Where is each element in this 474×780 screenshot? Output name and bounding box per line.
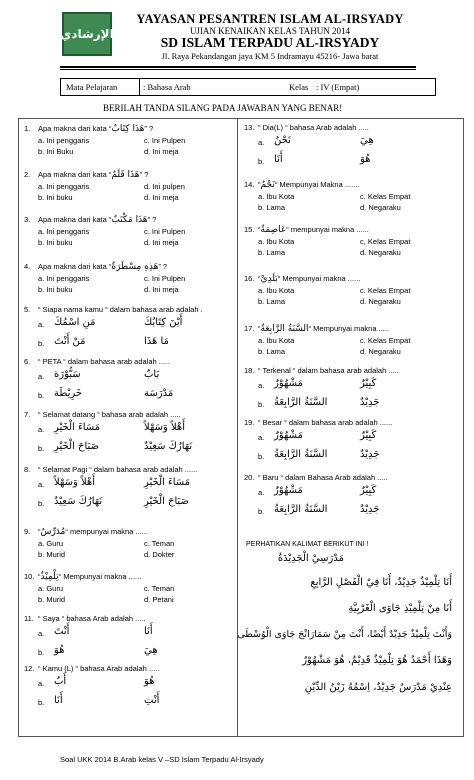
question-text [24, 357, 169, 366]
option-b: هُوَ [54, 645, 65, 656]
option-a: a. Guru [38, 539, 64, 548]
question-tail: “ Mempunyai makna ...... [277, 274, 361, 283]
question-tail: ” ? [158, 262, 168, 271]
question-arabic-word: تِلْمِيْذٌ [40, 572, 59, 582]
option-c: أَيْنَ كِتَابُكَ [144, 317, 183, 328]
option-b: b. Murid [38, 595, 66, 604]
question-number: 5. [24, 305, 31, 314]
question-number: 14. [244, 180, 255, 189]
option-d: صَبَاحَ الْخَيْرِ [144, 496, 190, 507]
question-arabic-word: هَذِهِ مِسْطَرَةٌ [111, 262, 159, 272]
option-c: كَبِيْرٌ [360, 430, 377, 441]
option-b: b. Murid [38, 550, 66, 559]
question-prompt: “ Terkenal “ dalam bahasa arab adalah ..... [258, 366, 399, 375]
option-b-label: b. [38, 499, 45, 508]
option-b: السَّنَةُ الرَّابِعَةُ [274, 504, 328, 515]
question-text [24, 664, 159, 673]
option-b-label: b. [38, 339, 45, 348]
option-c: c, Kelas Empat [360, 237, 411, 246]
question-number: 13. [244, 123, 255, 132]
question-arabic-word: هَذَا كِتَابٌ [111, 124, 145, 134]
question-number: 7. [24, 410, 31, 419]
option-a: a. Guru [38, 584, 64, 593]
question-prompt: “ Selamat Pagi “ dalam bahasa arab adalah ...... [38, 465, 198, 474]
subject-info-box [60, 78, 436, 96]
question-prompt: “ Kamu (L) “ bahasa Arab adalah ..... [38, 664, 160, 673]
question-text [244, 225, 369, 235]
question-prompt: “ PETA “ dalam bahasa arab adalah ..... [38, 357, 170, 366]
option-a: مَشْهُوْرٌ [274, 430, 303, 441]
option-d: نَهَارُكَ سَعِيْدٌ [144, 441, 193, 452]
subject-label: Mata Pelajaran [66, 82, 118, 92]
question-tail: “ Mempunyai makna ...... [58, 572, 142, 581]
question-tail: ” ? [139, 170, 149, 179]
option-a: نَحْنُ [274, 135, 291, 146]
option-a: سَبُّوْرَة [54, 369, 81, 380]
question-text [24, 215, 156, 225]
column-separator [237, 118, 238, 737]
option-a-label: a. [38, 320, 45, 329]
question-arabic-word: عَاصِمَةٌ [260, 225, 287, 235]
option-b: b. Ini Buku [38, 147, 74, 156]
question-text [24, 572, 141, 582]
option-b: b. Lama [258, 347, 286, 356]
option-d: جَدِيْدٌ [360, 449, 380, 460]
option-d: d. Negaraku [360, 347, 401, 356]
option-c: c. Kelas Empat [360, 286, 411, 295]
question-number: 11. [24, 614, 34, 623]
option-b-label: b. [38, 648, 45, 657]
question-text [244, 418, 392, 427]
school-address: Jl. Raya Pekandangan jaya KM 5 Indramayu 45216- Jawa barat [161, 51, 379, 61]
question-number: 2. [24, 170, 31, 179]
question-prompt: “ [38, 572, 41, 581]
exam-title: UJIAN KENAIKAN KELAS TAHUN 2014 [189, 26, 351, 36]
question-tail: ” ? [147, 215, 157, 224]
option-c: c. Teman [144, 584, 175, 593]
option-a-label: a. [38, 480, 45, 489]
question-number: 6. [24, 357, 31, 366]
logo-text: الإرشادي [60, 27, 114, 41]
passage-line: وَهَذَا أَحْمَدُ هُوَ تِلْمِيْذٌ قَدِيْمٌ، هُوَ مَشْهُوْرٌ [302, 655, 452, 666]
option-a: مَسَاءَ الْخَيْرِ [54, 422, 101, 433]
question-arabic-word: بَلَدِيْ [260, 274, 278, 284]
question-prompt: “ Saya “ bahasa Arab adalah ..... [38, 614, 146, 623]
question-number: 17. [244, 324, 255, 333]
header-rule-thin [60, 69, 416, 70]
passage-line: أَنَا مِنْ تِلْمِيْذِ جَاوَى الْغَرْبِيَّةِ [348, 603, 452, 614]
question-number: 3. [24, 215, 31, 224]
question-prompt: Apa makna dari kata “ [38, 124, 112, 133]
option-c: c. Ini Pulpen [144, 136, 186, 145]
question-prompt: “ [258, 324, 261, 333]
question-text [244, 324, 389, 334]
question-text [244, 366, 399, 375]
question-arabic-word: هَذَا قَلَمٌ [111, 170, 140, 180]
option-b: أَنَا [54, 695, 63, 706]
option-b: نَهَارُكَ سَعِيْدٌ [54, 496, 103, 507]
question-number: 18. [244, 366, 255, 375]
header-rule [60, 66, 416, 68]
question-number: 8. [24, 465, 31, 474]
option-a-label: a. [38, 372, 45, 381]
instruction-text: BERILAH TANDA SILANG PADA JAWABAN YANG BENAR! [103, 103, 343, 113]
question-arabic-word: هَذَا مَكْتَبٌ [111, 215, 148, 225]
question-text [24, 305, 203, 314]
option-a-label: a. [258, 488, 265, 497]
option-c: c. Ini Pulpen [144, 274, 186, 283]
option-b-label: b. [258, 157, 265, 166]
question-text [24, 527, 148, 537]
question-number: 20. [244, 473, 255, 482]
option-c: هُوَ [144, 676, 155, 687]
question-prompt: “ Baru “ dalam Bahasa Arab adalah ..... [258, 473, 388, 482]
option-d: d. Dokter [144, 550, 175, 559]
school-logo [62, 12, 112, 56]
option-d: هُوَ [360, 154, 371, 165]
question-arabic-word: مُدَرِّسٌ [40, 527, 66, 537]
option-b: خَرِيْطَة [54, 388, 83, 399]
option-b: السَّنَةُ الرَّابِعَةُ [274, 449, 328, 460]
option-a-label: a. [258, 381, 265, 390]
question-number: 10. [24, 572, 35, 581]
class-label: Kelas [289, 82, 309, 92]
option-a-label: a. [38, 679, 45, 688]
option-a: مَنِ اسْمُكَ [54, 317, 96, 328]
class-value: : IV (Empat) [316, 82, 360, 92]
option-d: d. Ini meja [144, 147, 179, 156]
question-number: 15. [244, 225, 255, 234]
question-tail: “ mempunyai makna ...... [65, 527, 148, 536]
option-a: a. Ibu Kota [258, 192, 295, 201]
option-a-label: a. [258, 138, 265, 147]
option-b-label: b. [38, 391, 45, 400]
question-text [24, 170, 148, 180]
option-b: صَبَاحَ الْخَيْرِ [54, 441, 100, 452]
option-b: b. Lama [258, 248, 286, 257]
question-prompt: Apa makna dari kata “ [38, 215, 112, 224]
question-text [244, 180, 359, 190]
question-number: 19. [244, 418, 255, 427]
option-d: d. Ini meja [144, 193, 179, 202]
option-c: بَابٌ [144, 369, 160, 380]
subject-value: : Bahasa Arab [143, 82, 191, 92]
question-prompt: “ Siapa nama kamu “ dalam bahasa arab adalah . [38, 305, 203, 314]
option-a: a. Ini penggaris [38, 182, 90, 191]
option-c: مَسَاءَ الْخَيْرِ [144, 477, 191, 488]
option-a: مَشْهُوْرٌ [274, 485, 303, 496]
option-a: أَبٌ [54, 676, 67, 687]
option-c: d. Ini pulpen [144, 182, 185, 191]
question-prompt: “ [258, 225, 261, 234]
question-number: 1. [24, 124, 31, 133]
passage-line: وَأَنْتَ تِلْمِيْذٌ جَدِيْدٌ أَيْضًا، أَنْتَ مِنْ سَمَارَانْجَ جَاوَى الْوُسْطَى [237, 629, 452, 640]
question-text [244, 473, 388, 482]
option-d: أَنْتِ [144, 695, 160, 706]
question-tail: “ Mempunyai makna ..... [308, 324, 390, 333]
option-d: d. Ini meja [144, 285, 179, 294]
option-a-label: a. [38, 425, 45, 434]
option-d: جَدِيْدٌ [360, 397, 380, 408]
passage-line: عِنْدِيْ مَدْرَسٌ جَدِيْدٌ، اِسْمُهُ زَيْنُ الدِّيْنِ [304, 682, 452, 693]
option-b: أَنَا [274, 154, 283, 165]
option-a: أَهْلاً وَسَهْلاً [54, 477, 95, 488]
option-b-label: b. [258, 507, 265, 516]
option-b: مَنْ أَنْتَ [54, 336, 86, 347]
option-d: d. Ini meja [144, 238, 179, 247]
question-text [24, 614, 146, 623]
option-a: a. Ini penggaris [38, 136, 90, 145]
question-tail: “ Mempunyai Makna ....... [274, 180, 360, 189]
option-c: أَهْلاً وَسَهْلاً [144, 422, 185, 433]
option-c: c. Ini Pulpen [144, 227, 186, 236]
option-c: هِيَ [360, 135, 374, 146]
option-d: d. Negaraku [360, 248, 401, 257]
option-a: a. Ibu Kota [258, 237, 295, 246]
question-text [24, 124, 153, 134]
question-number: 4. [24, 262, 31, 271]
option-a: a. Ini penggaris [38, 274, 90, 283]
question-number: 12. [24, 664, 35, 673]
passage-title: PERHATIKAN KALIMAT BERIKUT INI ! [246, 541, 369, 548]
option-d: d. Negaraku [360, 297, 401, 306]
option-d: d. Petani [144, 595, 174, 604]
passage-heading: مَدْرَسِيْ الْجَدِيْدَةُ [277, 553, 344, 564]
question-prompt: “ Selamat datang “ bahasa arab adalah ..... [38, 410, 181, 419]
option-a-label: a. [38, 629, 45, 638]
option-a-label: a. [258, 433, 265, 442]
question-text [24, 465, 197, 474]
question-prompt: “ [38, 527, 41, 536]
option-a: a. Ini penggaris [38, 227, 90, 236]
question-number: 9. [24, 527, 31, 536]
option-a: a. Ibu Kota [258, 336, 295, 345]
question-number: 16. [244, 274, 255, 283]
question-arabic-word: السَّنَةُ الرَّابِعَةُ [260, 324, 309, 334]
question-prompt: Apa makna dari kata “ [38, 170, 112, 179]
question-prompt: “ [258, 180, 261, 189]
option-a: a. Ibu Kota [258, 286, 295, 295]
question-prompt: Apa makna dari kata “ [38, 262, 112, 271]
page-footer: Soal UKK 2014 B.Arab kelas V –SD Islam Terpadu Al-Irsyady [60, 755, 264, 764]
question-tail: “ mempunyai makna ...... [286, 225, 369, 234]
question-arabic-word: نَجْمٌ [260, 180, 275, 190]
question-prompt: “ Besar “ dalam bahasa arab adalah ...... [258, 418, 393, 427]
option-b-label: b. [38, 444, 45, 453]
question-text [244, 123, 369, 132]
question-prompt: “ Dia(L) “ bahasa Arab adalah ..... [258, 123, 369, 132]
option-b: b. Ini buku [38, 238, 73, 247]
question-prompt: “ [258, 274, 261, 283]
option-b: b. Lama [258, 203, 286, 212]
option-d: مَدْرَسَة [144, 388, 174, 399]
passage-line: أَنَا تِلْمِيْذٌ جَدِيْدٌ، أَنَا فِيْ الْفَصْلِ الرَّابِعِ [310, 577, 452, 588]
option-c: c. Kelas Empat [360, 192, 411, 201]
option-a: أَنْتَ [54, 626, 70, 637]
foundation-name: YAYASAN PESANTREN ISLAM AL-IRSYADY [136, 12, 404, 26]
question-text [24, 262, 167, 272]
option-b: b. Ini buku [38, 285, 73, 294]
option-d: مَا هَذَا [144, 336, 169, 347]
option-b: b. Lama [258, 297, 286, 306]
info-divider [139, 79, 140, 95]
option-a: مَشْهُوْرٌ [274, 378, 303, 389]
question-text [24, 410, 181, 419]
option-c: c. Teman [144, 539, 175, 548]
option-c: كَبِيْرٌ [360, 378, 377, 389]
option-b-label: b. [258, 452, 265, 461]
question-text [244, 274, 360, 284]
option-b: السَّنَةُ الرَّابِعَةُ [274, 397, 328, 408]
option-b-label: b. [258, 400, 265, 409]
option-c: أَنَا [144, 626, 153, 637]
option-d: هِيَ [144, 645, 158, 656]
option-b: b. Ini buku [38, 193, 73, 202]
option-c: c. Kelas Empat [360, 336, 411, 345]
option-c: كَبِيْرٌ [360, 485, 377, 496]
option-d: جَدِيْدٌ [360, 504, 380, 515]
question-tail: ” ? [144, 124, 154, 133]
option-b-label: b. [38, 698, 45, 707]
option-d: d. Negaraku [360, 203, 401, 212]
school-name: SD ISLAM TERPADU AL-IRSYADY [160, 35, 380, 50]
